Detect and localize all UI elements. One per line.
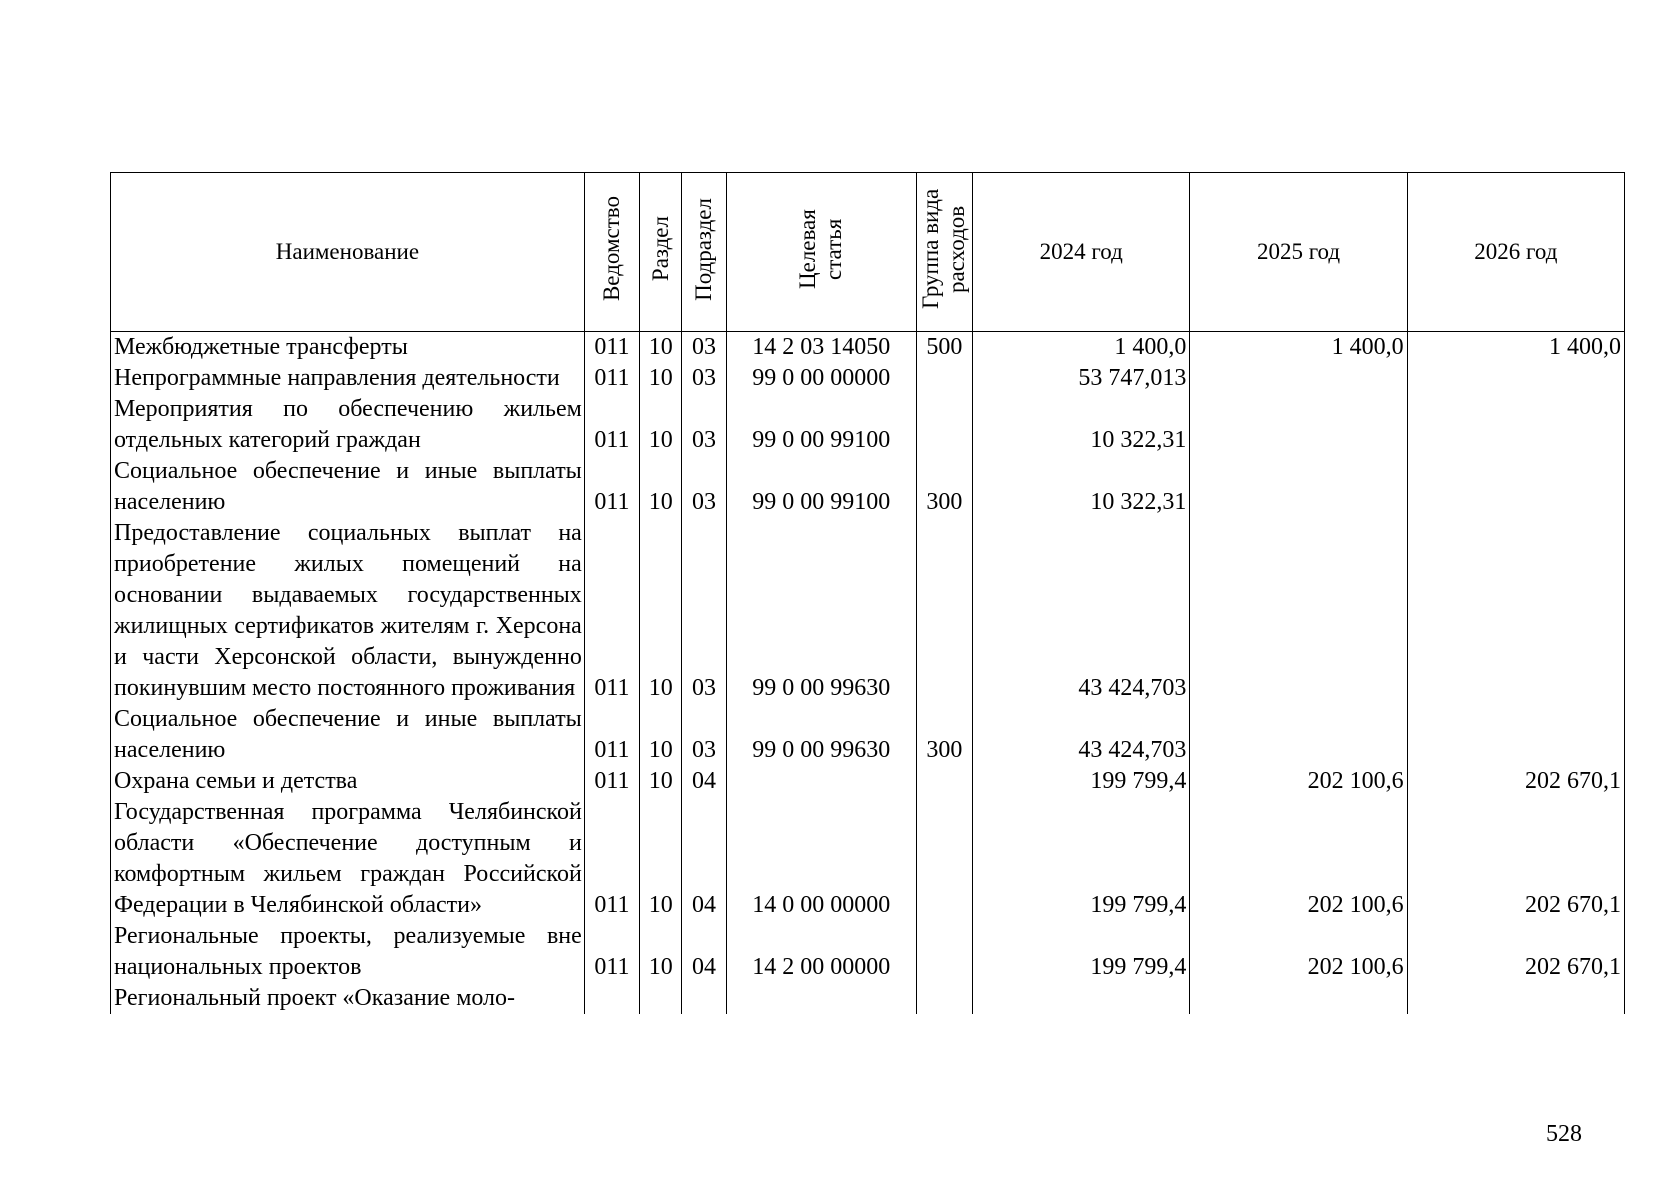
cell-name: Государственная программа Челябинской области «Обеспечение доступным и комфортным жильем граждан Российской Федерации в Челябинской области» [111,797,585,921]
cell-vedomstvo: 011 [584,363,639,394]
cell-vedomstvo: 011 [584,394,639,456]
cell-gruppa: 300 [916,456,972,518]
cell-name: Социальное обеспечение и иные выплаты населению [111,704,585,766]
header-celevaya: Целевая статья [726,173,916,332]
cell-podrazdel [682,983,726,1014]
cell-celevaya [726,766,916,797]
header-name: Наименование [111,173,585,332]
cell-razdel: 10 [640,456,682,518]
header-vedomstvo: Ведомство [584,173,639,332]
cell-celevaya: 99 0 00 99630 [726,518,916,704]
cell-vedomstvo: 011 [584,704,639,766]
cell-gruppa [916,363,972,394]
cell-2025 [1190,456,1407,518]
cell-2025: 202 100,6 [1190,766,1407,797]
header-2025: 2025 год [1190,173,1407,332]
cell-name: Непрограммные направления деятельности [111,363,585,394]
cell-2026 [1407,983,1624,1014]
cell-razdel: 10 [640,518,682,704]
table-row [111,394,1625,456]
cell-2024: 53 747,013 [973,363,1190,394]
cell-2026: 202 670,1 [1407,766,1624,797]
cell-name: Социальное обеспечение и иные выплаты населению [111,456,585,518]
table-row [111,456,1625,518]
cell-gruppa [916,797,972,921]
cell-podrazdel: 04 [682,921,726,983]
budget-table [110,172,1625,1014]
cell-name: Предоставление социальных выплат на приобретение жилых помещений на основании выдаваемых государственных жилищных сертификатов жителям г. Херсона и части Херсонской области, вынужденно покинувшим место постоянного проживания [111,518,585,704]
cell-2025 [1190,394,1407,456]
cell-razdel: 10 [640,363,682,394]
table-row [111,921,1625,983]
cell-gruppa [916,766,972,797]
cell-2024: 199 799,4 [973,921,1190,983]
cell-name: Межбюджетные трансферты [111,332,585,364]
cell-celevaya: 99 0 00 00000 [726,363,916,394]
cell-2025: 1 400,0 [1190,332,1407,364]
table-header-row [111,173,1625,332]
header-razdel: Раздел [640,173,682,332]
header-2024: 2024 год [973,173,1190,332]
cell-gruppa [916,518,972,704]
cell-2026: 202 670,1 [1407,797,1624,921]
cell-gruppa [916,394,972,456]
cell-2026: 202 670,1 [1407,921,1624,983]
cell-razdel: 10 [640,921,682,983]
table-row [111,518,1625,704]
cell-2026 [1407,518,1624,704]
cell-name: Мероприятия по обеспечению жильем отдельных категорий граждан [111,394,585,456]
cell-gruppa [916,921,972,983]
table-row [111,797,1625,921]
cell-2026 [1407,704,1624,766]
cell-podrazdel: 03 [682,704,726,766]
cell-2024: 10 322,31 [973,394,1190,456]
cell-razdel: 10 [640,704,682,766]
cell-gruppa: 300 [916,704,972,766]
cell-2026: 1 400,0 [1407,332,1624,364]
cell-2026 [1407,456,1624,518]
cell-2024: 199 799,4 [973,766,1190,797]
cell-vedomstvo: 011 [584,332,639,364]
cell-2025 [1190,983,1407,1014]
table-row [111,766,1625,797]
cell-name: Региональные проекты, реализуемые вне национальных проектов [111,921,585,983]
cell-podrazdel: 03 [682,332,726,364]
cell-vedomstvo: 011 [584,921,639,983]
header-2026: 2026 год [1407,173,1624,332]
cell-vedomstvo [584,983,639,1014]
header-gruppa: Группа вида расходов [916,173,972,332]
cell-celevaya: 14 2 03 14050 [726,332,916,364]
cell-vedomstvo: 011 [584,456,639,518]
table-row [111,332,1625,364]
table-row [111,363,1625,394]
cell-celevaya: 14 0 00 00000 [726,797,916,921]
page-number: 528 [1546,1121,1582,1147]
cell-podrazdel: 04 [682,797,726,921]
cell-podrazdel: 03 [682,363,726,394]
cell-vedomstvo: 011 [584,766,639,797]
cell-podrazdel: 04 [682,766,726,797]
cell-2025 [1190,704,1407,766]
table-row [111,704,1625,766]
cell-vedomstvo: 011 [584,797,639,921]
cell-gruppa: 500 [916,332,972,364]
cell-2024: 10 322,31 [973,456,1190,518]
cell-razdel: 10 [640,394,682,456]
cell-podrazdel: 03 [682,456,726,518]
cell-name: Охрана семьи и детства [111,766,585,797]
cell-razdel: 10 [640,797,682,921]
cell-podrazdel: 03 [682,518,726,704]
cell-2024: 199 799,4 [973,797,1190,921]
cell-gruppa [916,983,972,1014]
cell-razdel: 10 [640,766,682,797]
cell-celevaya: 14 2 00 00000 [726,921,916,983]
cell-2025 [1190,518,1407,704]
cell-2025: 202 100,6 [1190,797,1407,921]
cell-celevaya: 99 0 00 99100 [726,456,916,518]
cell-2024: 43 424,703 [973,704,1190,766]
cell-2026 [1407,394,1624,456]
cell-2025 [1190,363,1407,394]
cell-celevaya: 99 0 00 99630 [726,704,916,766]
cell-2024: 1 400,0 [973,332,1190,364]
table-body [111,332,1625,1015]
cell-2024: 43 424,703 [973,518,1190,704]
cell-celevaya [726,983,916,1014]
cell-2026 [1407,363,1624,394]
header-podrazdel: Подраздел [682,173,726,332]
cell-podrazdel: 03 [682,394,726,456]
cell-razdel [640,983,682,1014]
cell-name: Региональный проект «Оказание моло- [111,983,585,1014]
table-row [111,983,1625,1014]
cell-2024 [973,983,1190,1014]
cell-vedomstvo: 011 [584,518,639,704]
cell-celevaya: 99 0 00 99100 [726,394,916,456]
cell-2025: 202 100,6 [1190,921,1407,983]
cell-razdel: 10 [640,332,682,364]
